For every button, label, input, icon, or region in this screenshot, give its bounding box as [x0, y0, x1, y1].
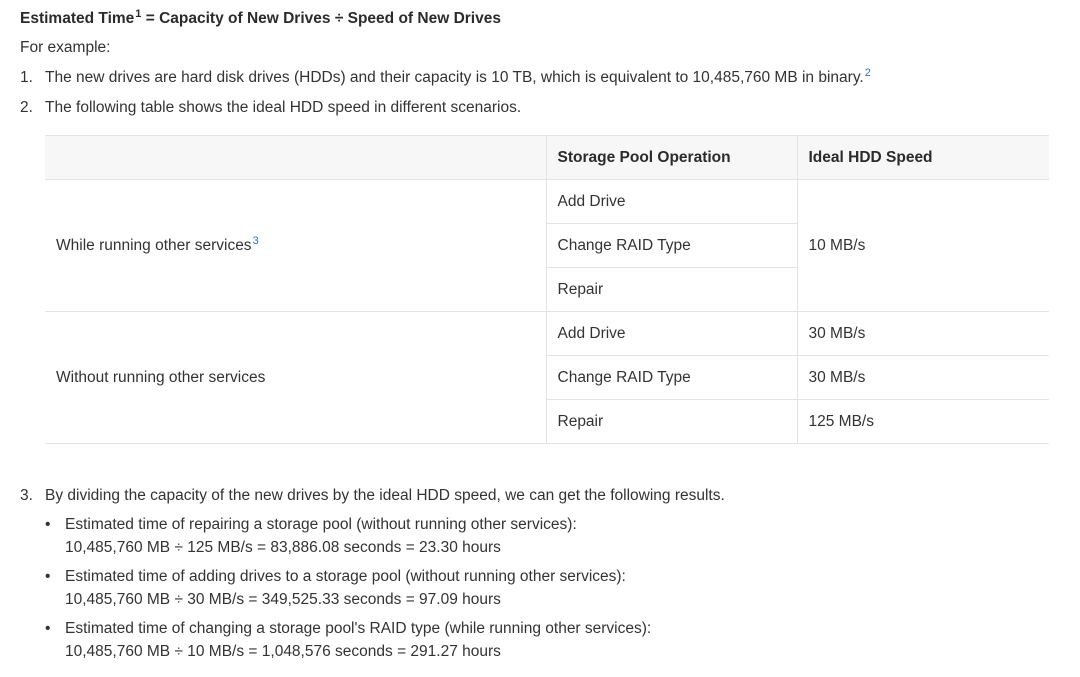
bullet-icon: •	[45, 568, 51, 585]
list-number: 3.	[20, 487, 33, 504]
result-calc: 10,485,760 MB ÷ 30 MB/s = 349,525.33 seconds = 97.09 hours	[65, 591, 501, 608]
footnote-ref-1[interactable]: 1	[135, 8, 142, 20]
result-calc: 10,485,760 MB ÷ 10 MB/s = 1,048,576 seconds = 291.27 hours	[65, 643, 501, 660]
footnote-ref-2[interactable]: 2	[864, 67, 871, 79]
operation-cell: Change RAID Type	[546, 224, 797, 268]
header-scenario	[45, 136, 546, 180]
operation-cell: Change RAID Type	[546, 356, 797, 400]
formula-rest: = Capacity of New Drives ÷ Speed of New Drives	[141, 10, 501, 27]
scenario-cell: Without running other services	[45, 312, 546, 444]
result-title: Estimated time of changing a storage pool's RAID type (while running other services):	[65, 620, 652, 637]
result-title: Estimated time of repairing a storage pool (without running other services):	[65, 516, 577, 533]
table-row	[45, 312, 1049, 356]
result-calc: 10,485,760 MB ÷ 125 MB/s = 83,886.08 seconds = 23.30 hours	[65, 539, 501, 556]
speed-cell: 30 MB/s	[797, 356, 1049, 400]
result-item	[45, 620, 651, 638]
table-header-row	[45, 136, 1049, 180]
result-title: Estimated time of adding drives to a storage pool (without running other services):	[65, 568, 626, 585]
list-item-2	[20, 99, 521, 117]
operation-cell: Repair	[546, 268, 797, 312]
formula-heading	[20, 10, 501, 28]
speed-cell: 10 MB/s	[797, 180, 1049, 312]
table-row	[45, 180, 1049, 224]
scenario-label: While running other services	[56, 236, 252, 254]
list-item-3	[20, 487, 725, 505]
scenario-cell	[45, 180, 546, 312]
list-item-1	[20, 69, 871, 87]
header-operation: Storage Pool Operation	[546, 136, 797, 180]
speed-cell: 125 MB/s	[797, 400, 1049, 444]
list-number: 1.	[20, 69, 33, 86]
hdd-speed-table	[45, 135, 1049, 444]
bullet-icon: •	[45, 516, 51, 533]
bullet-icon: •	[45, 620, 51, 637]
operation-cell: Add Drive	[546, 180, 797, 224]
speed-cell: 30 MB/s	[797, 312, 1049, 356]
list-text: The following table shows the ideal HDD speed in different scenarios.	[45, 99, 522, 116]
header-speed: Ideal HDD Speed	[797, 136, 1049, 180]
formula-label: Estimated Time	[20, 10, 135, 27]
operation-cell: Repair	[546, 400, 797, 444]
result-item	[45, 568, 626, 586]
list-number: 2.	[20, 99, 33, 116]
footnote-ref-3[interactable]: 3	[252, 234, 259, 247]
list-text: The new drives are hard disk drives (HDDs) and their capacity is 10 TB, which is equivalent to 10,485,760 MB in binary.	[45, 69, 864, 86]
for-example-label: For example:	[20, 39, 111, 56]
result-item	[45, 516, 577, 534]
list-text: By dividing the capacity of the new drives by the ideal HDD speed, we can get the following results.	[45, 487, 725, 504]
operation-cell: Add Drive	[546, 312, 797, 356]
